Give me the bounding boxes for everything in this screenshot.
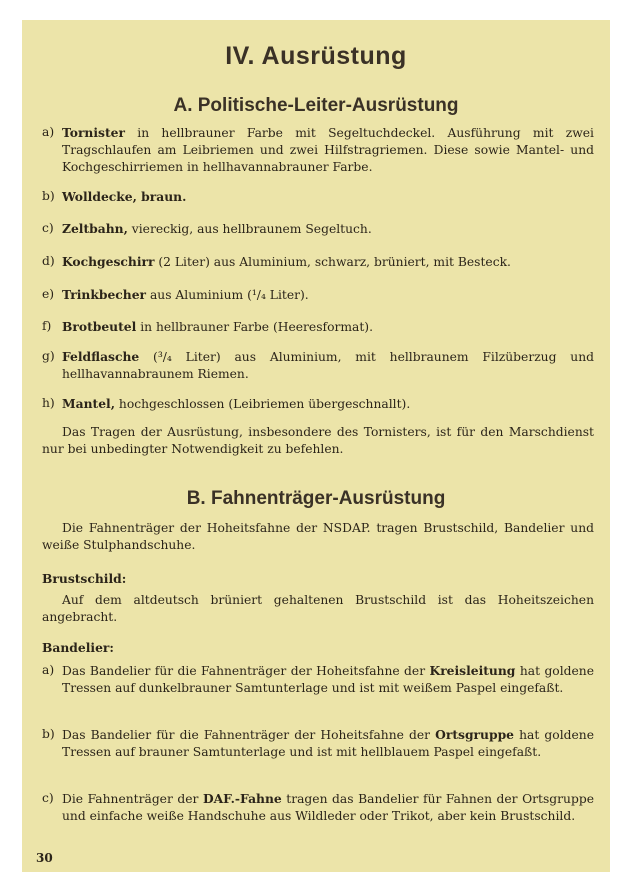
section-a-heading: A. Politische-Leiter-Ausrüstung (173, 95, 459, 116)
item-label: f) (42, 319, 52, 333)
item-term: Kreisleitung (429, 663, 516, 678)
list-item (42, 662, 594, 697)
list-item (42, 220, 594, 238)
page-title: IV. Ausrüstung (225, 42, 407, 70)
item-label: a) (42, 663, 55, 677)
item-label: e) (42, 287, 55, 301)
item-term: Wolldecke, braun. (62, 189, 187, 204)
item-term: Zeltbahn, (62, 221, 128, 236)
item-label: b) (42, 727, 55, 741)
item-label: g) (42, 349, 55, 363)
item-text: tragen das Bandelier für Fahnen der Ortsgruppe und einfache weiße Handschuhe aus Wildleder oder Trikot, aber kein Brustschild. (62, 792, 594, 823)
item-text: in hellbrauner Farbe (Heeresformat). (136, 320, 373, 334)
item-text: hat goldene Tressen auf brauner Samtunterlage und ist mit hellblauem Paspel eingefaßt. (62, 728, 594, 759)
list-item (42, 188, 594, 206)
item-term: Kochgeschirr (62, 254, 155, 269)
item-term: Mantel, (62, 396, 115, 411)
item-text: Das Bandelier für die Fahnenträger der Hoheitsfahne der (62, 728, 436, 742)
item-term: Ortsgruppe (435, 727, 514, 742)
section-b-intro: Die Fahnenträger der Hoheitsfahne der NSDAP. tragen Brustschild, Bandelier und weiße Stulphandschuhe. (42, 521, 594, 552)
item-text: in hellbrauner Farbe mit Segeltuchdeckel. Ausführung mit zwei Tragschlaufen am Leibriemen und zwei Hilfstragriemen. Diese sowie Mantel- und Kochgeschirriemen in hellhavannabrauner Farbe. (62, 126, 594, 174)
item-term: Tornister (62, 125, 125, 140)
item-label: d) (42, 254, 55, 268)
list-item (42, 124, 594, 176)
item-text: hochgeschlossen (Leibriemen übergeschnallt). (114, 397, 411, 411)
item-label: c) (42, 221, 54, 235)
list-item (42, 395, 594, 413)
item-term: Feldflasche (62, 349, 140, 364)
item-text: hat goldene Tressen auf dunkelbrauner Samtunterlage und ist mit weißem Paspel eingefaßt. (62, 664, 594, 695)
list-item (42, 318, 594, 336)
item-text: (³/₄ Liter) aus Aluminium, mit hellbraunem Filzüberzug und hellhavannabraunem Riemen. (62, 350, 594, 381)
bandelier-heading: Bandelier: (42, 640, 114, 655)
item-label: c) (42, 791, 54, 805)
item-term: DAF.-Fahne (202, 791, 282, 806)
item-text: aus Aluminium (¹/₄ Liter). (146, 288, 309, 302)
item-term: Trinkbecher (62, 287, 147, 302)
brustschild-heading: Brustschild: (42, 571, 127, 586)
item-text: Das Bandelier für die Fahnenträger der Hoheitsfahne der (62, 664, 430, 678)
list-item (42, 286, 594, 304)
item-text: viereckig, aus hellbraunem Segeltuch. (127, 222, 372, 236)
section-a-note: Das Tragen der Ausrüstung, insbesondere des Tornisters, ist für den Marschdienst nur bei unbedingter Notwendigkeit zu befehlen. (42, 425, 594, 456)
list-item (42, 726, 594, 761)
item-label: a) (42, 125, 55, 139)
page-number: 30 (36, 851, 53, 865)
item-term: Brotbeutel (62, 319, 137, 334)
item-label: h) (42, 396, 55, 410)
item-text: (2 Liter) aus Aluminium, schwarz, brüniert, mit Besteck. (154, 255, 511, 269)
list-item (42, 348, 594, 383)
item-text: Die Fahnenträger der (62, 792, 203, 806)
document-page (22, 20, 610, 872)
item-label: b) (42, 189, 55, 203)
list-item (42, 253, 594, 271)
brustschild-text: Auf dem altdeutsch brüniert gehaltenen Brustschild ist das Hoheitszeichen angebracht. (42, 593, 594, 624)
list-item (42, 790, 594, 825)
section-b-heading: B. Fahnenträger-Ausrüstung (186, 488, 446, 509)
